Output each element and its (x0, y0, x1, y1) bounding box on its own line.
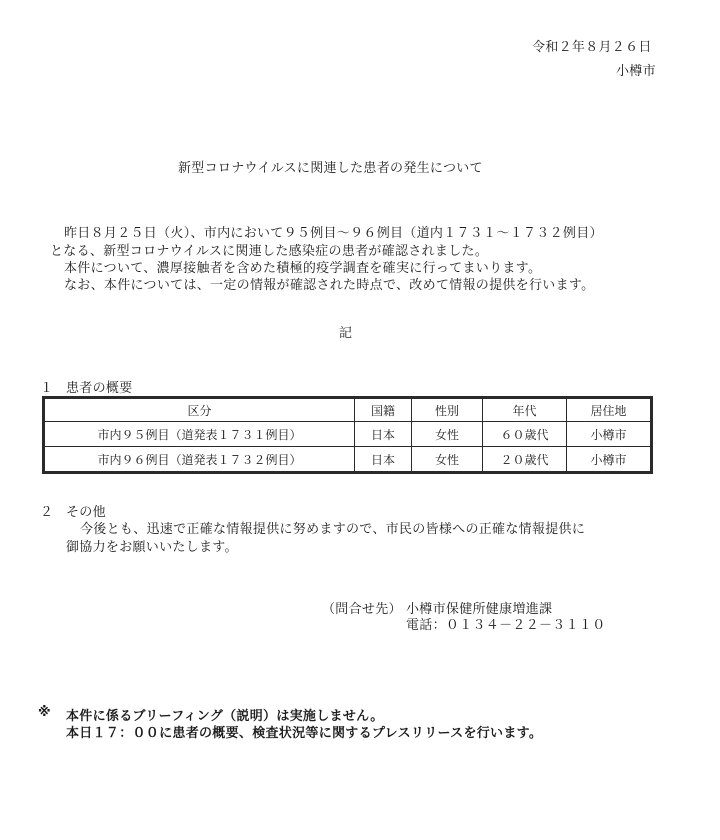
column-header-age: 年代 (483, 399, 567, 422)
cell-residence: 小樽市 (567, 422, 651, 447)
body-line-1: 昨日８月２５日（火）、市内において９５例目～９６例目（道内１７３１～１７３２例目） (64, 226, 603, 241)
table-row (45, 422, 651, 447)
note-line-1: 本件に係るブリーフィング（説明）は実施しません。 (66, 709, 384, 724)
cell-sex: 女性 (412, 447, 483, 472)
column-header-category: 区分 (45, 399, 355, 422)
document-date: 令和２年８月２６日 (532, 40, 652, 55)
cell-residence: 小樽市 (567, 447, 651, 472)
cell-category: 市内９５例目（道発表１７３１例目） (45, 422, 355, 447)
contact-department: 小樽市保健所健康増進課 (406, 602, 553, 617)
section2-line-2: 御協力をお願いいたします。 (66, 540, 238, 555)
body-line-2: となる、新型コロナウイルスに関連した感染症の患者が確認されました。 (50, 244, 489, 259)
section2-line-1: 今後とも、迅速で正確な情報提供に努めますので、市民の皆様への正確な情報提供に (80, 522, 586, 537)
section1-number: １ (40, 381, 54, 396)
column-header-sex: 性別 (412, 399, 483, 422)
table-header-row (45, 399, 651, 422)
document-issuer: 小樽市 (616, 64, 656, 79)
body-line-4: なお、本件については、一定の情報が確認された時点で、改めて情報の提供を行います。 (64, 278, 595, 293)
document-title: 新型コロナウイルスに関連した患者の発生について (178, 161, 483, 176)
cell-nationality: 日本 (355, 422, 412, 447)
cell-age: ２０歳代 (483, 447, 567, 472)
ki-heading: 記 (339, 326, 353, 341)
contact-phone: 電話：０１３４－２２－３１１０ (406, 618, 606, 633)
section2-number: ２ (40, 505, 54, 520)
contact-label: （問合せ先） (322, 602, 402, 617)
column-header-nationality: 国籍 (355, 399, 412, 422)
note-mark: ※ (38, 705, 51, 720)
note-line-2: 本日１７：００に患者の概要、検査状況等に関するプレスリリースを行います。 (66, 726, 543, 741)
section1-heading: 患者の概要 (66, 381, 133, 396)
cell-nationality: 日本 (355, 447, 412, 472)
section2-heading: その他 (66, 505, 106, 520)
patient-summary-table (44, 398, 651, 472)
column-header-residence: 居住地 (567, 399, 651, 422)
table-row (45, 447, 651, 472)
body-line-3: 本件について、濃厚接触者を含めた積極的疫学調査を確実に行ってまいります。 (64, 261, 542, 276)
cell-age: ６０歳代 (483, 422, 567, 447)
cell-sex: 女性 (412, 422, 483, 447)
cell-category: 市内９６例目（道発表１７３２例目） (45, 447, 355, 472)
